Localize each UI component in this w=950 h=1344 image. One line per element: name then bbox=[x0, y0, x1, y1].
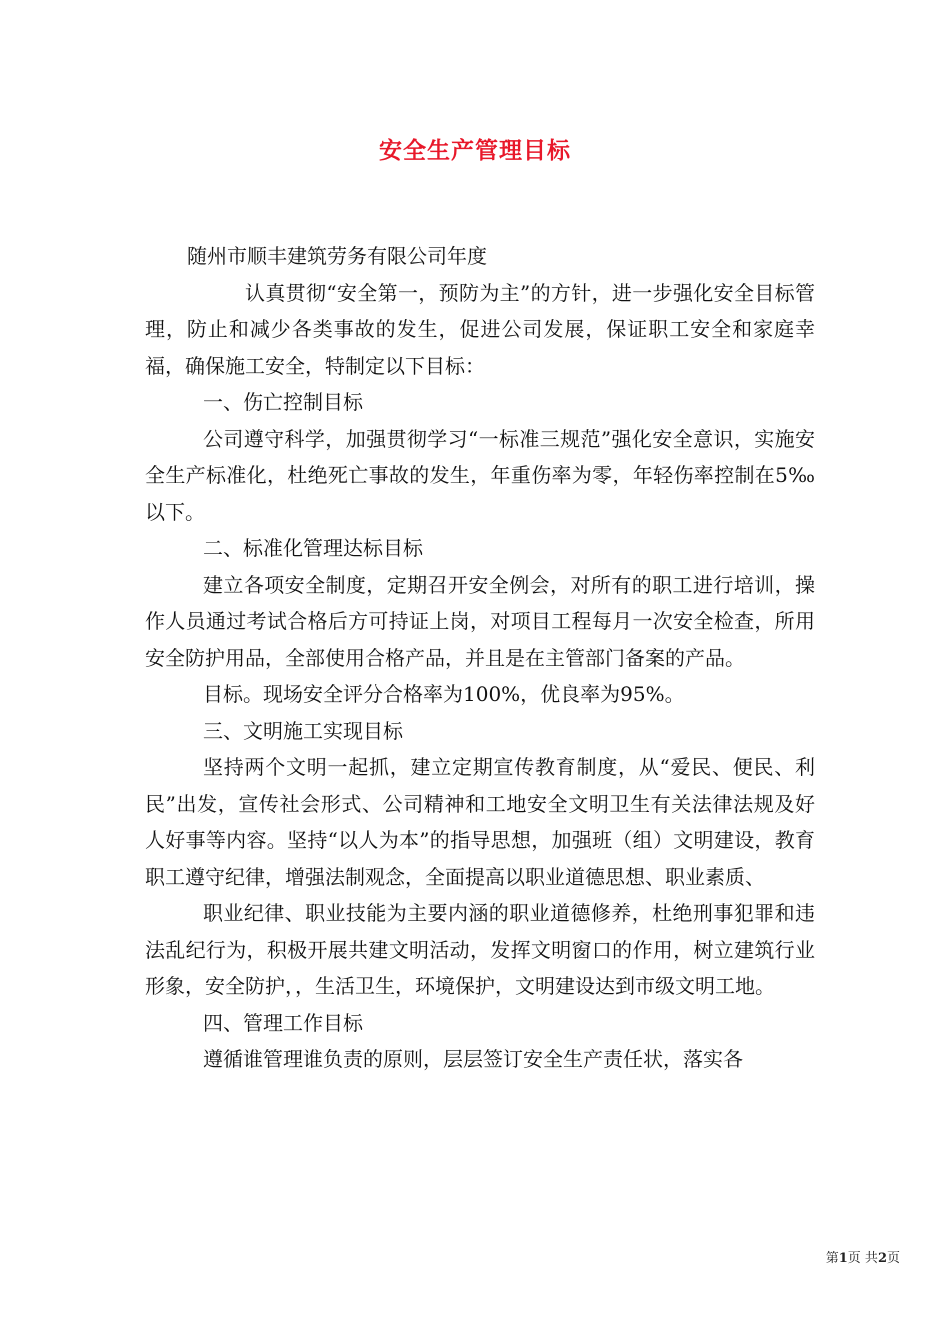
section-heading-3: 三、文明施工实现目标 bbox=[203, 718, 403, 743]
section-2-paragraph-2: 目标。现场安全评分合格率为100%，优良率为95%。 bbox=[203, 682, 685, 706]
section-3-paragraph-2: 职业纪律、职业技能为主要内涵的职业道德修养，杜绝刑事犯罪和违法乱纪行为，积极开展共建文明活动，发挥文明窗口的作用，树立建筑行业形象，安全防护，，生活卫生，环境保护，文明建设达到市级文明工地。 bbox=[145, 901, 815, 998]
company-line: 随州市顺丰建筑劳务有限公司年度 bbox=[187, 244, 487, 268]
section-2-paragraph-1: 建立各项安全制度，定期召开安全例会，对所有的职工进行培训，操作人员通过考试合格后方可持证上岗，对项目工程每月一次安全检查，所用安全防护用品，全部使用合格产品，并且是在主管部门备案的产品。 bbox=[145, 572, 815, 670]
section-heading-4: 四、管理工作目标 bbox=[203, 1010, 363, 1035]
document-title: 安全生产管理目标 bbox=[379, 138, 571, 164]
footer-current-page: 1 bbox=[838, 1251, 848, 1266]
section-3-paragraph-1: 坚持两个文明一起抓，建立定期宣传教育制度，从“爱民、便民、利民”出发，宣传社会形式、公司精神和工地安全文明卫生有关法律法规及好人好事等内容。坚持“以人为本”的指导思想，加强班（组）文明建设，教育职工遵守纪律，增强法制观念，全面提高以职业道德思想、职业素质、 bbox=[145, 755, 815, 889]
footer-total-pages: 2 bbox=[877, 1251, 887, 1266]
footer-suffix: 页 bbox=[886, 1251, 900, 1266]
footer-middle: 页 共 bbox=[847, 1251, 878, 1266]
section-heading-2: 二、标准化管理达标目标 bbox=[203, 536, 423, 560]
section-4-paragraph-1: 遵循谁管理谁负责的原则，层层签订安全生产责任状，落实各 bbox=[203, 1047, 743, 1071]
page-footer bbox=[0, 1247, 900, 1266]
section-heading-1: 一、伤亡控制目标 bbox=[203, 390, 363, 414]
document-body bbox=[145, 238, 815, 1078]
section-1-paragraph-1: 公司遵守科学，加强贯彻学习“一标准三规范”强化安全意识，实施安全生产标准化，杜绝死亡事故的发生，年重伤率为零，年轻伤率控制在5‰以下。 bbox=[145, 426, 815, 524]
footer-prefix: 第 bbox=[825, 1251, 839, 1266]
intro-paragraph: 认真贯彻“安全第一，预防为主”的方针，进一步强化安全目标管理，防止和减少各类事故的发生，促进公司发展，保证职工安全和家庭幸福，确保施工安全，特制定以下目标： bbox=[145, 280, 815, 378]
